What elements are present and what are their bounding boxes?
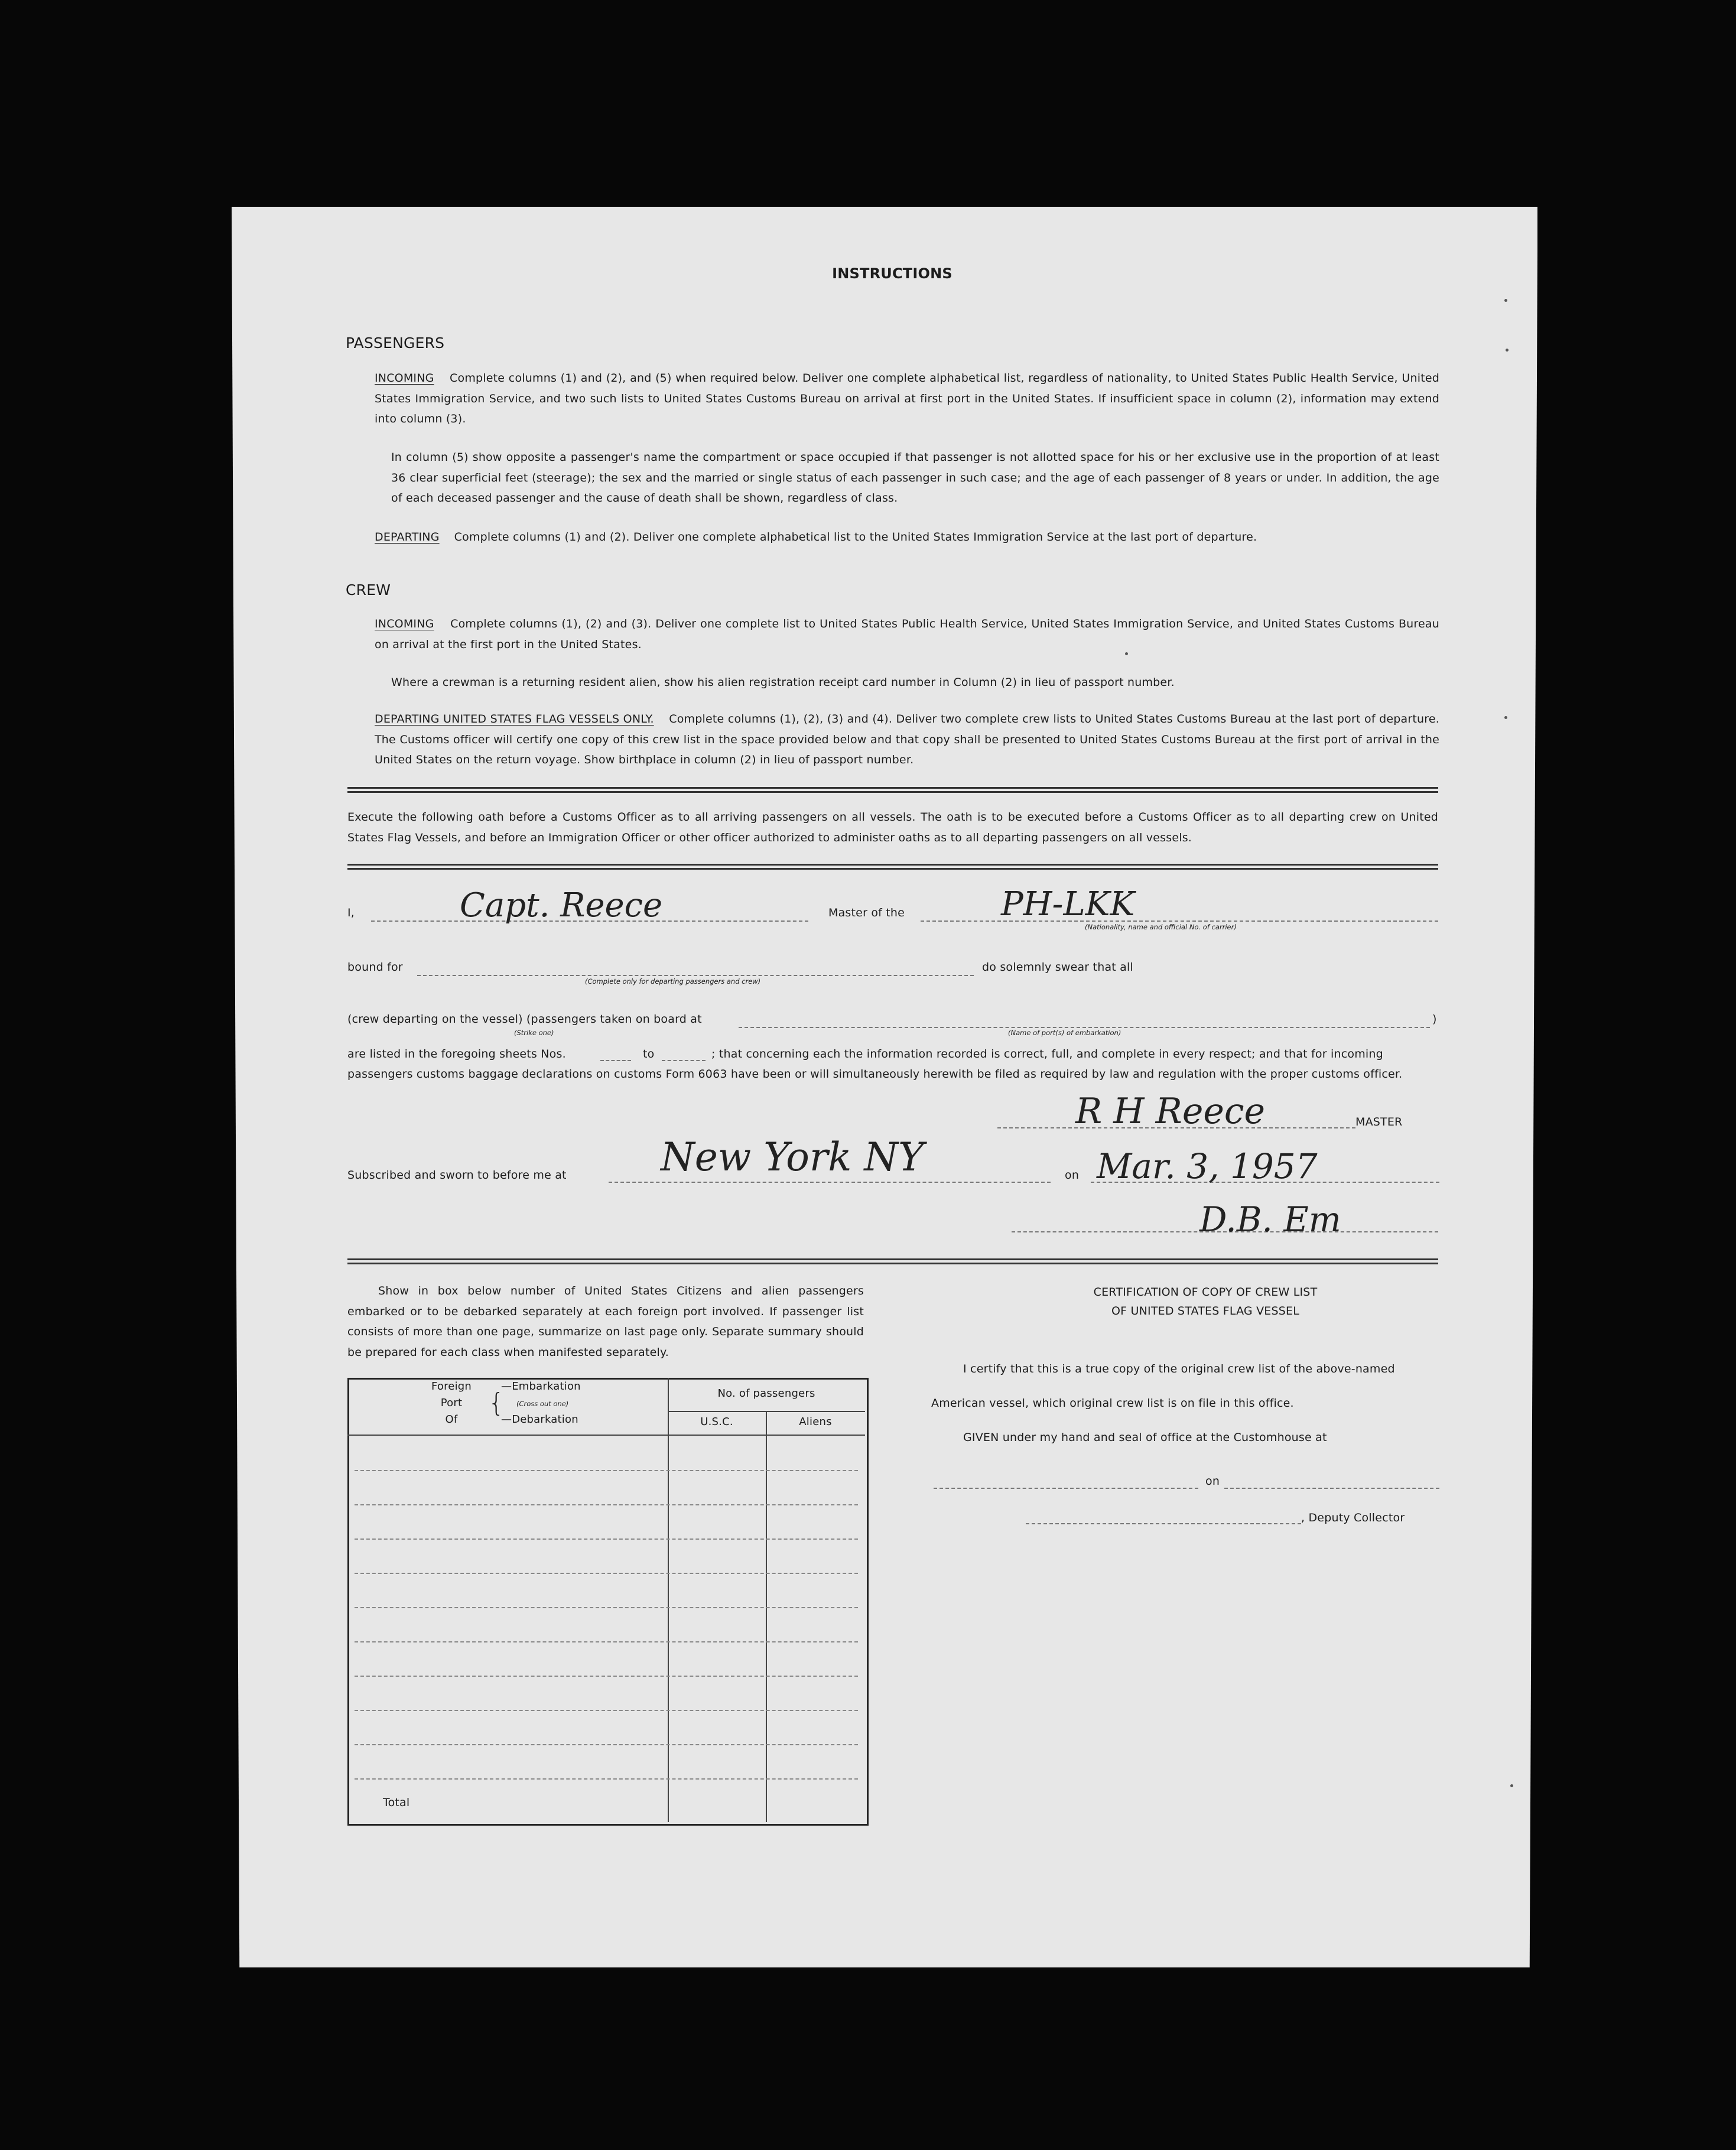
strike-one-note: (Strike one) — [514, 1029, 554, 1037]
on-label: on — [1065, 1169, 1080, 1182]
scan-speck — [1125, 652, 1128, 655]
certification-date-line[interactable] — [1224, 1488, 1439, 1489]
swear-label: do solemnly swear that all — [982, 961, 1133, 974]
certification-line-1: I certify that this is a true copy of the original crew list of the above-named — [963, 1362, 1395, 1375]
cross-out-note: (Cross out one) — [516, 1400, 569, 1408]
no-of-passengers-header: No. of passengers — [717, 1387, 815, 1400]
foreign-label: Foreign — [431, 1380, 472, 1393]
passengers-incoming-label: INCOMING — [375, 372, 434, 385]
oath-instruction: Execute the following oath before a Customs Officer as to all arriving passengers on all vessels. The oath is to be executed before a Customs Officer as to all departing crew on United States Flag Vessels, and before an Immigration Officer or other officer authorized to administer oaths as to all departing passengers on all vessels. — [347, 811, 1438, 844]
embarkation-option[interactable]: —Embarkation — [501, 1380, 581, 1393]
certification-heading-1: CERTIFICATION OF COPY OF CREW LIST — [1093, 1286, 1318, 1299]
scan-speck — [1504, 299, 1507, 302]
table-divider — [668, 1378, 669, 1822]
customhouse-line[interactable] — [934, 1488, 1198, 1489]
crew-departing-paragraph — [375, 709, 1439, 770]
master-label: MASTER — [1355, 1115, 1403, 1128]
crew-incoming-paragraph — [375, 614, 1439, 655]
deputy-collector-label: , Deputy Collector — [1301, 1511, 1405, 1524]
place-line[interactable] — [609, 1182, 1051, 1183]
table-divider — [766, 1412, 767, 1822]
embarkation-port-line[interactable] — [739, 1027, 1430, 1028]
divider — [347, 1258, 1438, 1264]
port-note: (Name of port(s) of embarkation) — [1008, 1029, 1121, 1037]
deputy-collector-line[interactable] — [1026, 1523, 1301, 1524]
table-row[interactable] — [355, 1744, 858, 1745]
aliens-header: Aliens — [799, 1416, 832, 1428]
place-handwriting: New York NY — [661, 1134, 924, 1180]
total-label: Total — [383, 1796, 410, 1809]
passengers-departing-label: DEPARTING — [375, 531, 440, 544]
usc-header: U.S.C. — [700, 1416, 733, 1428]
passenger-summary-table — [347, 1378, 869, 1826]
crew-incoming-text: Complete columns (1), (2) and (3). Deliver one complete list to United States Public Health Service, United States Immigration Service, and United States Customs Bureau on arrival at the first port in the United States. — [375, 617, 1439, 651]
divider — [347, 864, 1438, 870]
of-label: Of — [445, 1413, 458, 1426]
close-paren: ) — [1432, 1013, 1437, 1026]
table-row[interactable] — [355, 1710, 858, 1711]
table-row[interactable] — [355, 1573, 858, 1574]
master-signature: R H Reece — [1075, 1091, 1265, 1132]
table-row[interactable] — [355, 1470, 858, 1471]
certification-line-3: GIVEN under my hand and seal of office at the Customhouse at — [963, 1431, 1327, 1444]
table-row[interactable] — [355, 1778, 858, 1780]
scan-speck — [1504, 716, 1507, 719]
crew-alien-text: Where a crewman is a returning resident alien, show his alien registration receipt card number in Column (2) in lieu of passport number. — [391, 676, 1175, 689]
listed-text-end: passengers customs baggage declarations on customs Form 6063 have been or will simultaneously herewith be filed as required by law and regulation with the proper customs officer. — [347, 1068, 1403, 1081]
bound-for-label: bound for — [347, 961, 403, 974]
table-row[interactable] — [355, 1504, 858, 1505]
crew-heading: CREW — [346, 581, 391, 599]
master-name-handwriting: Capt. Reece — [460, 886, 663, 925]
passengers-incoming-paragraph — [375, 368, 1439, 430]
bound-for-note: (Complete only for departing passengers and crew) — [585, 977, 761, 985]
certification-heading-2: OF UNITED STATES FLAG VESSEL — [1111, 1305, 1300, 1318]
certification-line-2: American vessel, which original crew list is on file in this office. — [931, 1397, 1294, 1410]
table-row[interactable] — [355, 1538, 858, 1540]
table-divider — [347, 1435, 865, 1436]
scan-speck — [1510, 1784, 1513, 1787]
debarkation-option[interactable]: —Debarkation — [501, 1413, 578, 1426]
bound-for-line[interactable] — [417, 975, 974, 976]
vessel-handwriting: PH-LKK — [1001, 885, 1135, 923]
summary-instruction: Show in box below number of United States Citizens and alien passengers embarked or to be debarked separately at each foreign port involved. If passenger list consists of more than one page, summarize on last page only. Separate summary should be prepared for each class when manifested separately. — [347, 1284, 864, 1359]
passengers-column5-text: In column (5) show opposite a passenger's name the compartment or space occupied if that passenger is not allotted space for his or her exclusive use in the proportion of at least 36 clear superficial feet (steerage); the sex and the married or single status of each passenger in such case; and the age of each passenger of 8 years or under. In addition, the age of each deceased passenger and the cause of death shall be shown, regardless of class. — [391, 451, 1439, 505]
oath-i-label: I, — [347, 906, 355, 919]
vessel-note: (Nationality, name and official No. of carrier) — [1085, 923, 1237, 931]
passengers-heading: PASSENGERS — [346, 334, 445, 352]
divider — [347, 787, 1438, 793]
certification-on-label: on — [1205, 1475, 1220, 1488]
listed-text-to: to — [643, 1048, 655, 1061]
master-of-label: Master of the — [828, 906, 905, 919]
officer-signature: D.B. Em — [1199, 1199, 1341, 1240]
page-title: INSTRUCTIONS — [832, 265, 952, 282]
crew-incoming-label: INCOMING — [375, 617, 434, 630]
passengers-incoming-text: Complete columns (1) and (2), and (5) when required below. Deliver one complete alphabetical list, regardless of nationality, to United States Public Health Service, United States Immigration Service, and two such lists to United States Customs Bureau on arrival at first port in the United States. If insufficient space in column (2), information may extend into column (3). — [375, 372, 1439, 425]
crew-departing-text: Complete columns (1), (2), (3) and (4). Deliver two complete crew lists to United States Customs Bureau at the last port of departure. The Customs officer will certify one copy of this crew list in the space provided below and that copy shall be presented to United States Customs Bureau at the first port of arrival in the United States on the return voyage. Show birthplace in column (2) in lieu of passport number. — [375, 713, 1439, 766]
crew-departing-label: DEPARTING UNITED STATES FLAG VESSELS ONLY. — [375, 713, 654, 726]
listed-text-start: are listed in the foregoing sheets Nos. — [347, 1048, 566, 1061]
brace-icon: { — [488, 1388, 505, 1418]
subscribed-label: Subscribed and sworn to before me at — [347, 1169, 567, 1182]
port-label: Port — [440, 1397, 463, 1409]
listed-text-middle: ; that concerning each the information recorded is correct, full, and complete in every respect; and that for incoming — [711, 1048, 1383, 1061]
passengers-departing-text: Complete columns (1) and (2). Deliver one complete alphabetical list to the United States Immigration Service at the last port of departure. — [454, 531, 1257, 544]
date-handwriting: Mar. 3, 1957 — [1097, 1146, 1318, 1186]
sheet-from-line[interactable] — [600, 1060, 631, 1061]
table-row[interactable] — [355, 1676, 858, 1677]
crew-departing-label: (crew departing on the vessel) (passengers taken on board at — [347, 1013, 702, 1026]
passengers-departing-paragraph — [375, 527, 1439, 548]
table-row[interactable] — [355, 1607, 858, 1608]
table-row[interactable] — [355, 1641, 858, 1642]
vessel-line[interactable] — [921, 921, 1438, 922]
sheet-to-line[interactable] — [662, 1060, 706, 1061]
scan-speck — [1506, 349, 1509, 352]
